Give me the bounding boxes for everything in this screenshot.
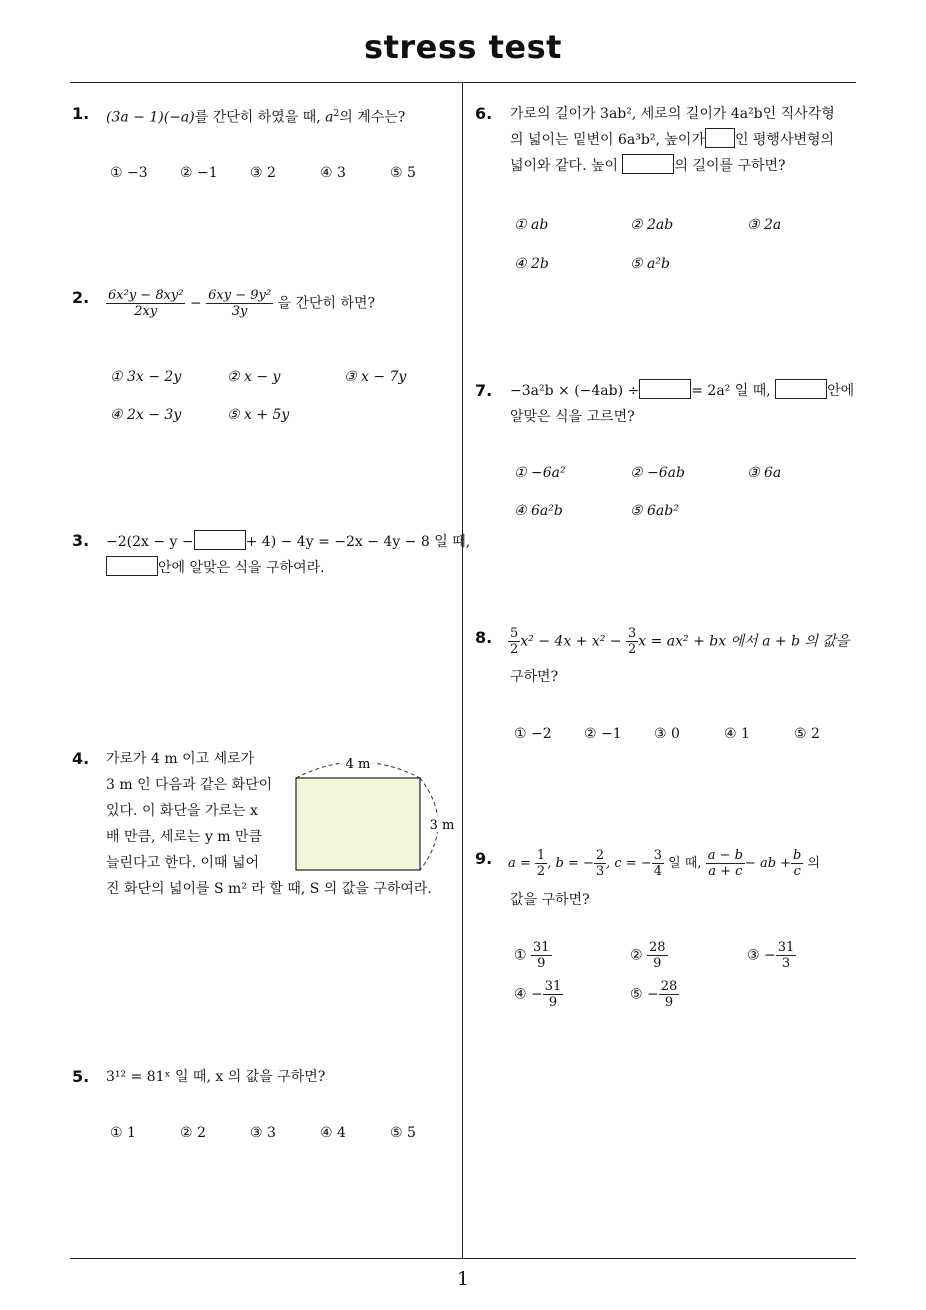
question-text: 가로가 4 m 이고 세로가 3 m 인 다음과 같은 화단이 있다. 이 화단을 가로는 x 배 만큼, 세로는 y m 만큼 늘린다고 한다. 이때 넓어 진 화단의 넓이를 S m² 라 할 때, S 의 값을 구하여라.	[106, 751, 432, 897]
choice-3[interactable]: ③ x − 7y	[344, 369, 407, 385]
question-number: 7.	[475, 381, 493, 400]
choice-1[interactable]: ① $\frac{31}{9}$	[514, 940, 550, 971]
choice-4[interactable]: ④ 2b	[514, 256, 549, 272]
choice-2[interactable]: ② 2	[180, 1125, 206, 1141]
question-number: 5.	[72, 1067, 90, 1086]
choice-2[interactable]: ② −1	[180, 165, 218, 181]
answer-blank[interactable]	[705, 128, 735, 148]
choice-5[interactable]: ⑤ − $\frac{28}{9}$	[630, 979, 678, 1010]
choice-3[interactable]: ③ 3	[250, 1125, 276, 1141]
choice-5[interactable]: ⑤ 5	[390, 165, 416, 181]
page-number: 1	[456, 1268, 470, 1290]
question-text: 3¹² = 81ˣ 일 때, x 의 값을 구하면?	[106, 1069, 326, 1085]
choice-4[interactable]: ④ 1	[724, 726, 750, 742]
choice-4[interactable]: ④ 2x − 3y	[110, 407, 182, 423]
height-label: 3 m	[429, 818, 455, 833]
choice-5[interactable]: ⑤ a²b	[630, 256, 670, 272]
choice-1[interactable]: ① −3	[110, 165, 148, 181]
choice-3[interactable]: ③ 2a	[747, 217, 782, 233]
choice-5[interactable]: ⑤ 6ab²	[630, 503, 679, 519]
choice-3[interactable]: ③ 0	[654, 726, 680, 742]
question-text: 가로의 길이가 3ab², 세로의 길이가 4a²b인 직사각형 의 넓이는 밑변이 6a³b², 높이가 인 평행사변형의 넓이와 같다. 높이 의 길이를 구하면?	[510, 106, 835, 174]
choice-3[interactable]: ③ 2	[250, 165, 276, 181]
answer-blank[interactable]	[194, 530, 246, 550]
garden-figure	[288, 752, 460, 874]
choice-1[interactable]: ① ab	[514, 217, 549, 233]
choice-1[interactable]: ① 1	[110, 1125, 136, 1141]
choice-2[interactable]: ② 2ab	[630, 217, 674, 233]
question-text-line2: 구하면?	[510, 669, 559, 685]
choice-2[interactable]: ② −6ab	[630, 465, 685, 481]
answer-blank[interactable]	[622, 154, 674, 174]
question-text: $\frac{\text{6x²y − 8xy²}}{2xy}$ − $\frac{\text{6xy − 9y²}}{3y}$ 을 간단히 하면?	[108, 288, 376, 319]
choice-4[interactable]: ④ 4	[320, 1125, 346, 1141]
question-number: 3.	[72, 531, 90, 550]
choice-1[interactable]: ① −2	[514, 726, 552, 742]
question-number: 6.	[475, 104, 493, 123]
question-text: a = $\frac{1}{2}$ , b = − $\frac{2}{3}$ , c = − $\frac{3}{4}$ 일 때, $\frac{a - b}{a + c}$ − ab + $\frac{b}{c}$ 의	[508, 848, 821, 879]
header-rule	[70, 82, 856, 83]
answer-blank[interactable]	[106, 556, 158, 576]
choice-1[interactable]: ① 3x − 2y	[110, 369, 182, 385]
question-number: 4.	[72, 749, 90, 768]
question-number: 9.	[475, 849, 493, 868]
choice-5[interactable]: ⑤ 2	[794, 726, 820, 742]
answer-blank[interactable]	[775, 379, 827, 399]
choice-2[interactable]: ② $\frac{28}{9}$	[630, 940, 666, 971]
garden-rect	[296, 778, 420, 870]
question-text: (3a − 1)(−a)를 간단히 하였을 때, $a^2$의 계수는?	[106, 109, 406, 126]
page-title: stress test	[364, 28, 562, 66]
choice-5[interactable]: ⑤ x + 5y	[227, 407, 290, 423]
question-text: $\frac{5}{2}$ x² − 4x + x² − $\frac{3}{2}$ x = ax² + bx 에서 a + b 의 값을	[510, 626, 850, 657]
question-text-line2: 값을 구하면?	[510, 892, 590, 908]
choice-4[interactable]: ④ − $\frac{31}{9}$	[514, 979, 562, 1010]
footer-rule	[70, 1258, 856, 1259]
question-number: 1.	[72, 104, 90, 123]
question-text: −3a²b × (−4ab) ÷ = 2a² 일 때, 안에 알맞은 식을 고르면?	[510, 378, 854, 430]
column-divider	[462, 83, 463, 1258]
choice-4[interactable]: ④ 6a²b	[514, 503, 563, 519]
choice-3[interactable]: ③ − $\frac{31}{3}$	[747, 940, 795, 971]
choice-2[interactable]: ② x − y	[227, 369, 281, 385]
question-text: −2(2x − y − + 4) − 4y = −2x − 4y − 8 일 때, 안에 알맞은 식을 구하여라.	[106, 529, 470, 581]
choice-2[interactable]: ② −1	[584, 726, 622, 742]
choice-4[interactable]: ④ 3	[320, 165, 346, 181]
width-label: 4 m	[345, 757, 371, 772]
choice-3[interactable]: ③ 6a	[747, 465, 782, 481]
choice-5[interactable]: ⑤ 5	[390, 1125, 416, 1141]
question-number: 2.	[72, 288, 90, 307]
choice-1[interactable]: ① −6a²	[514, 465, 566, 481]
question-number: 8.	[475, 628, 493, 647]
answer-blank[interactable]	[639, 379, 691, 399]
